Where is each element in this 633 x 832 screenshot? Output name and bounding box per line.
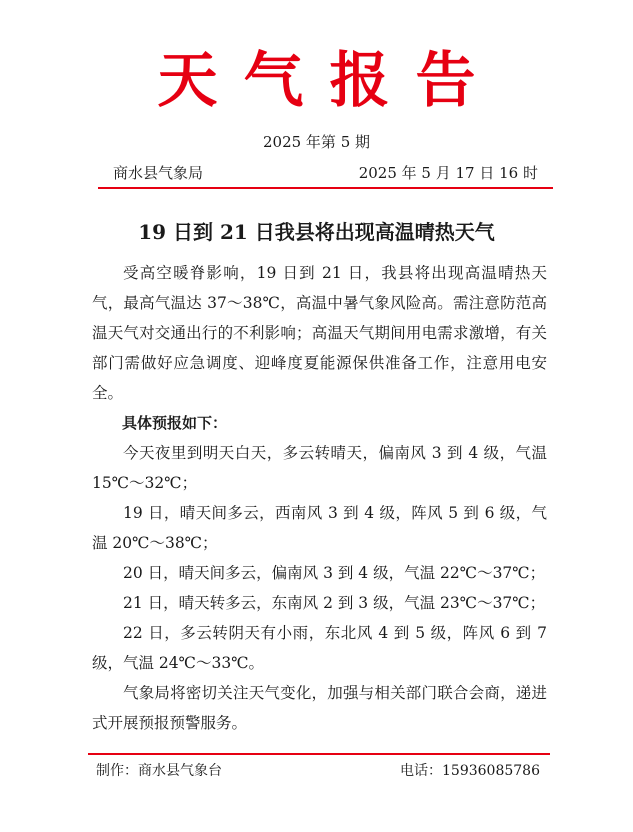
footer bbox=[96, 761, 540, 781]
forecast-heading: 具体预报如下： bbox=[122, 414, 228, 432]
header-divider bbox=[98, 187, 553, 189]
intro-paragraph: 受高空暖脊影响，19 日到 21 日，我县将出现高温晴热天气，最高气温达 37～38℃，高温中暑气象风险高。需注意防范高温天气对交通出行的不利影响；高温天气期间用电需求激增，有关部门需做好应急调度、迎峰度夏能源保供准备工作，注意用电安全。 bbox=[92, 264, 547, 402]
forecast-item: 今天夜里到明天白天，多云转晴天，偏南风 3 到 4 级，气温 15℃～32℃； bbox=[92, 444, 547, 492]
meta-row bbox=[113, 163, 538, 183]
issuer-name: 商水县气象局 bbox=[113, 164, 204, 182]
closing-paragraph: 气象局将密切关注天气变化，加强与相关部门联合会商，递进式开展预报预警服务。 bbox=[92, 684, 547, 732]
forecast-item: 19 日，晴天间多云，西南风 3 到 4 级，阵风 5 到 6 级，气温 20℃～38℃； bbox=[92, 504, 547, 552]
forecast-item: 21 日，晴天转多云，东南风 2 到 3 级，气温 23℃～37℃； bbox=[123, 594, 546, 612]
masthead-title: 天气报告 bbox=[157, 46, 502, 116]
forecast-item: 22 日，多云转阴天有小雨，东北风 4 到 5 级，阵风 6 到 7 级，气温 24℃～33℃。 bbox=[92, 624, 547, 672]
article-body bbox=[92, 258, 547, 738]
issue-datetime: 2025 年 5 月 17 日 16 时 bbox=[358, 164, 538, 182]
producer-label: 制作：商水县气象台 bbox=[96, 763, 222, 779]
article-headline: 19 日到 21 日我县将出现高温晴热天气 bbox=[138, 220, 495, 244]
footer-divider bbox=[88, 753, 550, 755]
issue-number: 2025 年第 5 期 bbox=[262, 133, 371, 151]
phone-number: 电话：15936085786 bbox=[400, 763, 540, 779]
forecast-item: 20 日，晴天间多云，偏南风 3 到 4 级，气温 22℃～37℃； bbox=[123, 564, 546, 582]
